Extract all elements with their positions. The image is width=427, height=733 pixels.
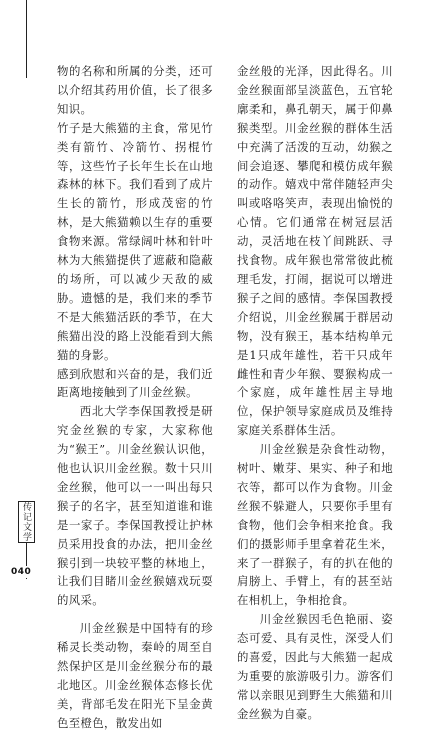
paragraph: 感到欣慰和兴奋的是，我们近距离地接触到了川金丝猴。 — [57, 366, 213, 400]
paragraph-spacer — [57, 610, 213, 619]
right-text-column — [237, 62, 393, 724]
section-tab — [18, 501, 35, 543]
left-text-column — [57, 62, 213, 733]
paragraph: 川金丝猴是中国特有的珍稀灵长类动物，秦岭的周至自然保护区是川金丝猴分布的最北地区。川金丝猴体态修长优美，背部毛发在阳光下呈金黄色至橙色，散发出如 — [57, 621, 213, 730]
paragraph: 物的名称和所属的分类，还可以介绍其药用价值，长了很多知识。 — [57, 64, 213, 116]
paragraph: 竹子是大熊猫的主食，常见竹类有箭竹、冷箭竹、拐棍竹等，这些竹子长年生长在山地森林的林下。我们看到了成片生长的箭竹，形成茂密的竹林，是大熊猫赖以生存的重要食物来源。常绿阔叶林和针叶林为大熊猫提供了遮蔽和隐蔽的场所，可以减少天敌的威胁。遗憾的是，我们来的季节不是大熊猫活跃的季节，在大熊猫出没的路上没能看到大熊猫的身影。 — [57, 120, 213, 362]
section-tab-label: 传记文学 — [21, 502, 31, 542]
paragraph: 西北大学李保国教授是研究金丝猴的专家，大家称他为“猴王”。川金丝猴认识他，他也认识川金丝猴。数十只川金丝猴，他可以一一叫出每只猴子的名字，甚至知道谁和谁是一家子。李保国教授让护林员采用投食的办法，把川金丝猴引到一块较平整的林地上，让我们目睹川金丝猴嬉戏玩耍的风采。 — [57, 404, 213, 608]
paragraph: 金丝般的光泽，因此得名。川金丝猴面部呈淡蓝色，五官轮廓柔和，鼻孔朝天，属于仰鼻猴类型。川金丝猴的群体生活中充满了活泼的互动，幼猴之间会追逐、攀爬和模仿成年猴的动作。嬉戏中常伴随轻声尖叫或咯咯笑声，表现出愉悦的心情。它们通常在树冠层活动，灵活地在枝丫间跳跃、寻找食物。成年猴也常常彼此梳理毛发，打闹，据说可以增进猴子之间的感情。李保国教授介绍说，川金丝猴属于群居动物，没有猴王，基本结构单元是1只成年雄性，若干只成年雌性和青少年猴、婴猴构成一个家庭，成年雄性居主导地位，保护领导家庭成员及维持家庭关系群体生活。 — [237, 64, 393, 438]
paragraph: 川金丝猴因毛色艳丽、姿态可爱、具有灵性，深受人们的喜爱，因此与大熊猫一起成为重要的旅游吸引力。游客们常以亲眼见到野生大熊猫和川金丝猴为自豪。 — [237, 612, 393, 721]
margin-rule-top — [26, 0, 27, 78]
page-number: 040 — [11, 567, 32, 577]
paragraph: 川金丝猴是杂食性动物，树叶、嫩芽、果实、种子和地衣等，都可以作为食物。川金丝猴不躲避人，只要你手里有食物，他们会争相来抢食。我们的摄影师手里拿着花生米，来了一群猴子，有的扒在他的肩膀上、手臂上，有的甚至站在相机上，争相抢食。 — [237, 442, 393, 608]
